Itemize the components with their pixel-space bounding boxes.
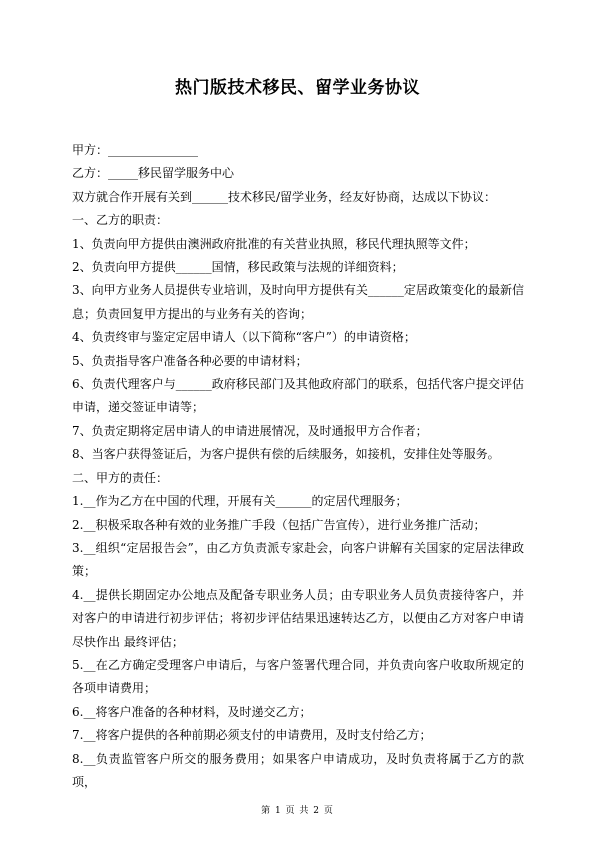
document-title: 热门版技术移民、留学业务协议 — [175, 78, 420, 98]
clause-a-6: 6.__将客户准备的各种材料，及时递交乙方； — [72, 704, 312, 719]
clause-a-5: 5.__在乙方确定受理客户申请后，与客户签署代理合同，并负责向客户收取所规定的各项申请费用； — [72, 657, 524, 696]
intro-paragraph: 双方就合作开展有关到______技术移民/留学业务，经友好协商，达成以下协议： — [72, 189, 497, 204]
clause-b-4: 4、负责终审与鉴定定居申请人（以下简称“客户”）的申请资格； — [72, 330, 416, 345]
clause-a-1: 1.__作为乙方在中国的代理，开展有关______的定居代理服务； — [72, 494, 408, 509]
clause-b-8: 8、当客户获得签证后，为客户提供有偿的后续服务，如接机，安排住处等服务。 — [72, 447, 500, 462]
clause-a-7: 7.__将客户提供的各种前期必须支付的申请费用，及时支付给乙方； — [72, 728, 432, 743]
clause-b-2: 2、负责向甲方提供______国情，移民政策与法规的详细资料； — [72, 260, 404, 275]
clause-a-2: 2.__积极采取各种有效的业务推广手段（包括广告宣传），进行业务推广活动； — [72, 517, 486, 532]
clause-a-3: 3.__组织“定居报告会”，由乙方负责派专家赴会，向客户讲解有关国家的定居法律政策； — [72, 540, 524, 579]
party-a-line: 甲方：_______________ — [72, 143, 199, 157]
agreement-body — [72, 139, 524, 794]
party-b-line: 乙方：_____移民留学服务中心 — [72, 166, 235, 181]
clause-b-6: 6、负责代理客户与______政府移民部门及其他政府部门的联系，包括代客户提交评估申请，递交签证申请等； — [72, 377, 524, 415]
clause-b-3: 3、向甲方业务人员提供专业培训，及时向甲方提供有关______定居政策变化的最新信息；负责回复甲方提出的与业务有关的咨询； — [72, 283, 524, 321]
clause-b-1: 1、负责向甲方提供由澳洲政府批准的有关营业执照，移民代理执照等文件； — [72, 236, 476, 251]
section-heading-party-b-duties: 一、乙方的职责： — [72, 213, 169, 228]
page-number-footer: 第 1 页 共 2 页 — [261, 806, 334, 816]
clause-a-8: 8.__负责监管客户所交的服务费用；如果客户申请成功，及时负责将属于乙方的款项， — [72, 751, 524, 789]
clause-a-4: 4.__提供长期固定办公地点及配备专职业务人员；由专职业务人员负责接待客户，并对客户的申请进行初步评估；将初步评估结果迅速转达乙方，以便由乙方对客户申请尽快作出 最终评估； — [72, 587, 524, 649]
clause-b-5: 5、负责指导客户准备各种必要的申请材料； — [72, 353, 308, 368]
clause-b-7: 7、负责定期将定居申请人的申请进展情况，及时通报甲方合作者； — [72, 423, 428, 438]
section-heading-party-a-duties: 二、甲方的责任： — [72, 470, 169, 485]
